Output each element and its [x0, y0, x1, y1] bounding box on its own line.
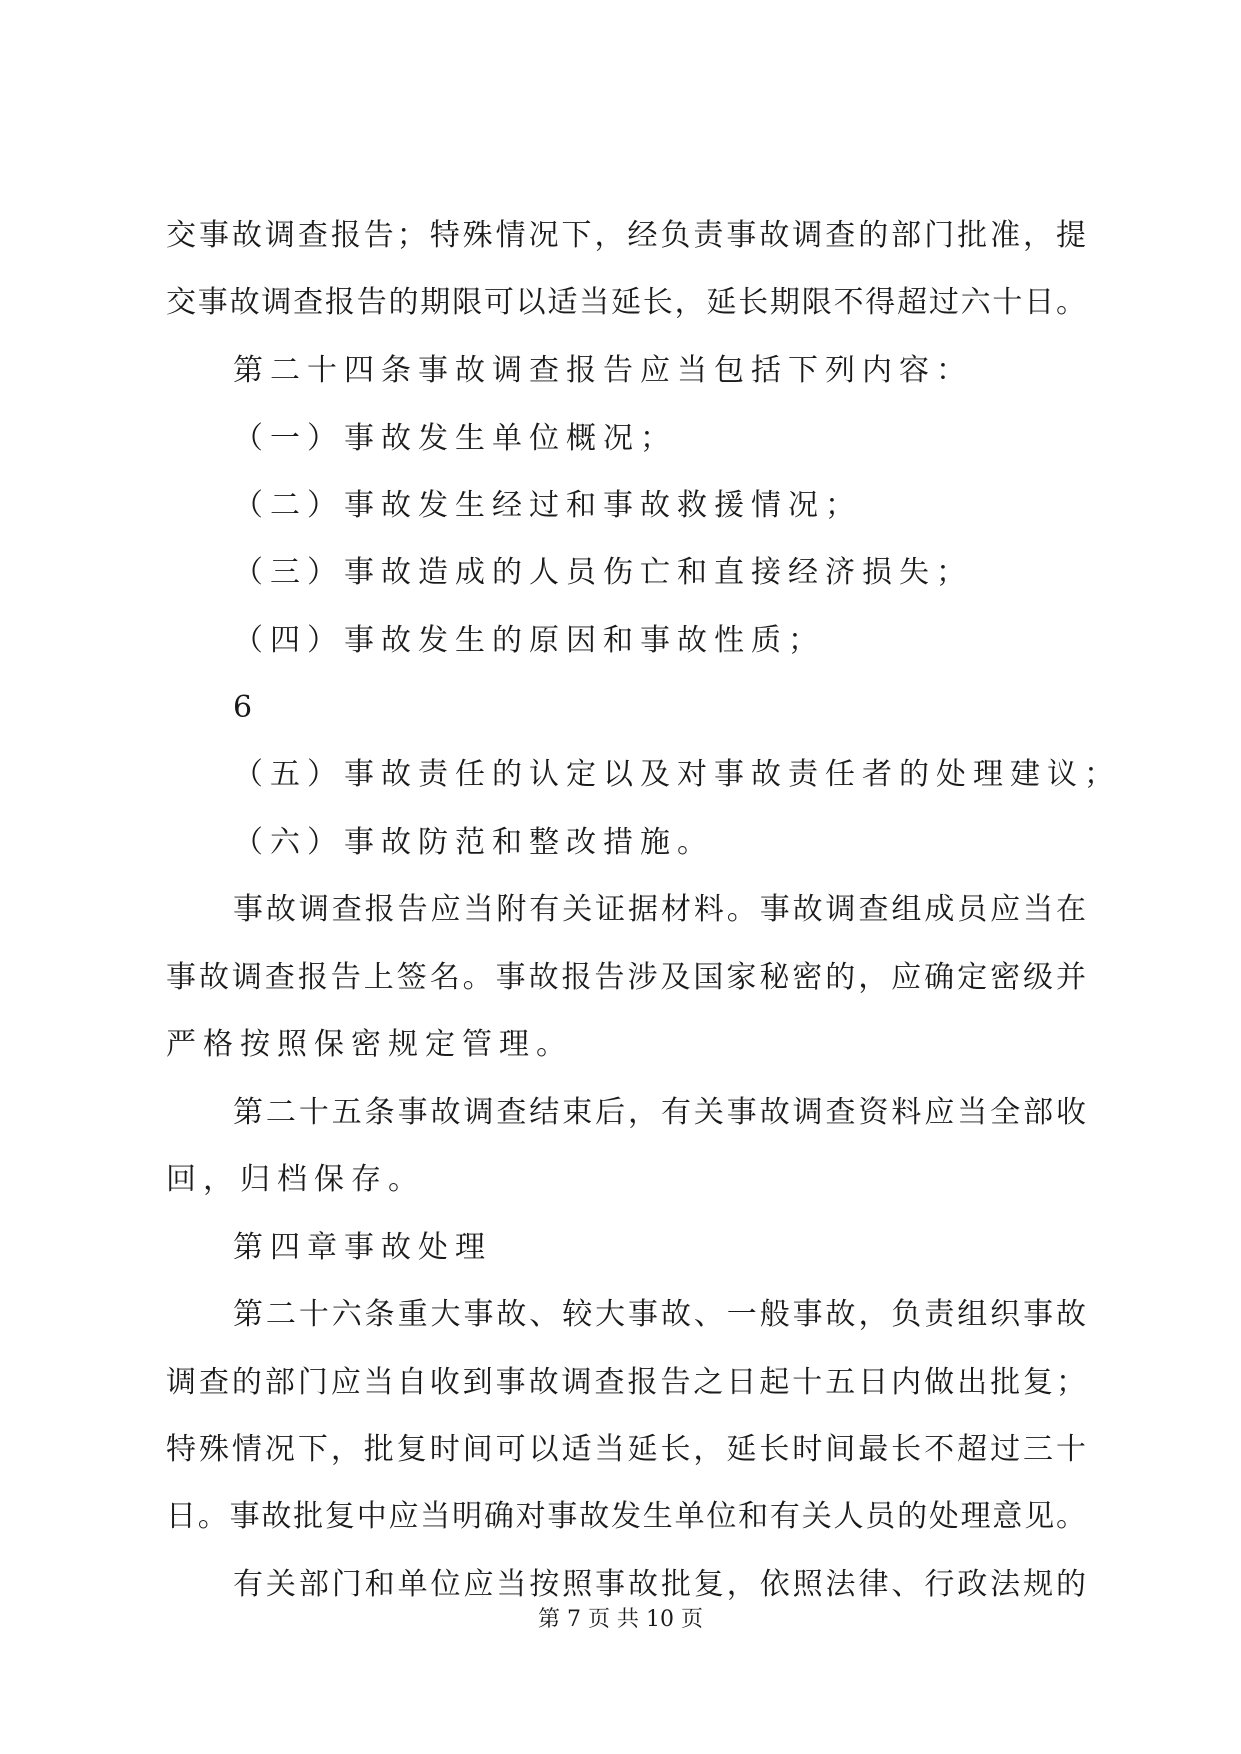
- list-item-3: （三）事故造成的人员伤亡和直接经济损失；: [233, 555, 973, 590]
- article-25-line-1: 第二十五条事故调查结束后，有关事故调查资料应当全部收: [233, 1095, 1086, 1130]
- list-item-1: （一）事故发生单位概况；: [233, 421, 677, 456]
- list-item-5: （五）事故责任的认定以及对事故责任者的处理建议；: [233, 757, 1121, 792]
- article-26-line-1: 第二十六条重大事故、较大事故、一般事故，负责组织事故: [233, 1297, 1086, 1332]
- article-26-line-3: 特殊情况下，批复时间可以适当延长，延长时间最长不超过三十: [166, 1432, 1086, 1467]
- list-item-2: （二）事故发生经过和事故救援情况；: [233, 488, 862, 523]
- article-26-line-2: 调查的部门应当自收到事故调查报告之日起十五日内做出批复；: [166, 1365, 1086, 1400]
- list-item-6: （六）事故防范和整改措施。: [233, 825, 714, 860]
- paragraph-line-2: 交事故调查报告的期限可以适当延长，延长期限不得超过六十日。: [166, 285, 1086, 320]
- paragraph-line-1: 交事故调查报告；特殊情况下，经负责事故调查的部门批准，提: [166, 218, 1086, 253]
- article-26-line-4: 日。事故批复中应当明确对事故发生单位和有关人员的处理意见。: [166, 1499, 1086, 1534]
- paragraph-evidence-line-1: 事故调查报告应当附有关证据材料。事故调查组成员应当在: [233, 892, 1086, 927]
- paragraph-evidence-line-2: 事故调查报告上签名。事故报告涉及国家秘密的，应确定密级并: [166, 960, 1086, 995]
- article-24-heading: 第二十四条事故调查报告应当包括下列内容：: [233, 353, 973, 388]
- paragraph-departments-line-1: 有关部门和单位应当按照事故批复，依照法律、行政法规的: [233, 1567, 1086, 1602]
- paragraph-evidence-line-3: 严格按照保密规定管理。: [166, 1027, 573, 1062]
- page-footer: 第 7 页 共 10 页: [538, 1607, 703, 1632]
- list-item-4: （四）事故发生的原因和事故性质；: [233, 623, 825, 658]
- chapter-4-heading: 第四章事故处理: [233, 1230, 492, 1265]
- article-25-line-2: 回，归档保存。: [166, 1162, 425, 1197]
- inline-page-number: 6: [233, 690, 253, 725]
